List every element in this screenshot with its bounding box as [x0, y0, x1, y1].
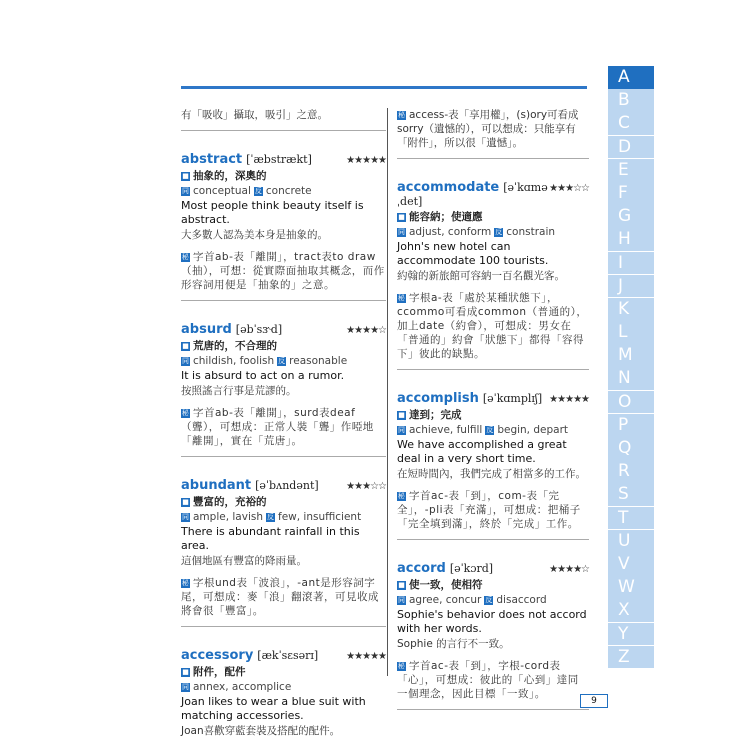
synonym-line	[181, 510, 386, 524]
synonym-icon: 同	[182, 356, 189, 365]
example-translation: 約翰的新旅館可容納一百名觀光客。	[397, 270, 565, 282]
definition: 豐富的，充裕的	[193, 496, 267, 508]
definition: 荒唐的，不合理的	[193, 340, 277, 352]
top-rule	[181, 86, 587, 89]
left-intro: 有「吸收」攝取，吸引」之意。	[181, 109, 328, 121]
memory-tip	[397, 659, 589, 701]
definition: 能容納；使適應	[409, 211, 483, 223]
right-column	[397, 108, 589, 710]
antonyms: few, insufficient	[278, 511, 362, 523]
definition-icon: ■	[398, 580, 405, 589]
memory-tip	[397, 291, 589, 361]
index-tab-p[interactable]: P	[608, 414, 654, 437]
right-intro	[397, 108, 589, 150]
index-tab-h[interactable]: H	[608, 228, 654, 251]
entry-header	[181, 479, 386, 494]
definition-line	[181, 169, 386, 183]
index-tab-d[interactable]: D	[608, 136, 654, 159]
frequency-stars: ★★★★★	[346, 155, 386, 166]
example-sentence: It is absurd to act on a rumor.	[181, 369, 345, 382]
definition: 達到；完成	[409, 409, 462, 421]
tip-text: 字根a-表「處於某種狀態下」，ccommo可看成common（普通的），加上date（約會），可想成：男女在「普通的」約會「狀態下」都得「容得下」彼此的缺點。	[397, 292, 588, 360]
frequency-stars: ★★★★★	[549, 394, 589, 405]
example-sentence: Sophie's behavior does not accord with her words.	[397, 608, 587, 635]
word-entry-accommodate	[397, 181, 589, 370]
pronunciation: [əˈkɑməˌdet]	[397, 181, 548, 208]
index-tab-i[interactable]: I	[608, 252, 654, 275]
synonyms: agree, concur	[409, 594, 482, 606]
definition-icon: ■	[182, 341, 189, 350]
index-tab-c[interactable]: C	[608, 112, 654, 135]
pronunciation: [əˈkɑmplɪʃ]	[482, 392, 543, 405]
index-tab-y[interactable]: Y	[608, 623, 654, 646]
tip-icon: 秘	[398, 110, 405, 119]
headword-group	[181, 479, 319, 493]
tip-icon: 秘	[397, 491, 406, 500]
synonym-icon: 同	[182, 682, 189, 691]
definition-line	[181, 339, 386, 353]
index-tab-o[interactable]: O	[608, 391, 654, 414]
tip-icon: 秘	[181, 252, 190, 261]
tip-icon: 秘	[181, 408, 190, 417]
pronunciation: [ˈæbstrækt]	[246, 153, 312, 166]
synonym-icon: 同	[182, 186, 189, 195]
frequency-stars: ★★★★☆	[549, 564, 589, 575]
definition-icon: ■	[182, 667, 189, 676]
definition-line	[397, 578, 589, 592]
antonym-icon: 反	[485, 595, 493, 604]
definition-icon: ■	[398, 212, 405, 221]
word-entry-accessory	[181, 649, 386, 738]
headword: accord	[397, 561, 446, 576]
index-tab-u[interactable]: U	[608, 530, 654, 553]
synonym-icon: 同	[398, 227, 405, 236]
entry-header	[397, 392, 589, 407]
antonym-icon: 反	[254, 186, 262, 195]
headword: absurd	[181, 322, 232, 337]
index-tab-t[interactable]: T	[608, 507, 654, 530]
headword-group	[397, 392, 542, 406]
entry-header	[181, 153, 386, 168]
definition: 抽象的，深奧的	[193, 170, 267, 182]
synonyms: ample, lavish	[193, 511, 263, 523]
headword-group	[397, 562, 493, 576]
frequency-stars: ★★★☆☆	[549, 183, 589, 194]
headword: accommodate	[397, 180, 500, 195]
memory-tip	[181, 406, 386, 448]
pronunciation: [ækˈsɛsərɪ]	[257, 649, 319, 662]
example-sentence: We have accomplished a great deal in a very short time.	[397, 438, 567, 465]
antonyms: disaccord	[496, 594, 547, 606]
memory-tip	[181, 250, 386, 292]
headword-group	[181, 153, 312, 167]
example-translation: Sophie 的言行不一致。	[397, 638, 510, 650]
tip-text: 字首ab-表「離開」，surd表deaf（聾），可想成：正常人裝「聾」作啞地「離開」，實在「荒唐」。	[181, 407, 374, 447]
index-tab-b[interactable]: B	[608, 89, 654, 112]
word-entry-accord	[397, 562, 589, 710]
headword: abstract	[181, 152, 243, 167]
synonym-line	[397, 225, 589, 239]
synonym-line	[397, 593, 589, 607]
index-tab-r[interactable]: R	[608, 460, 654, 483]
memory-tip	[181, 576, 386, 618]
synonym-line	[181, 354, 386, 368]
synonyms: childish, foolish	[193, 355, 275, 367]
index-tab-v[interactable]: V	[608, 553, 654, 576]
synonym-icon: 同	[398, 595, 405, 604]
separator	[397, 158, 589, 159]
word-entry-abstract	[181, 153, 386, 301]
pronunciation: [əˈbʌndənt]	[255, 479, 319, 492]
antonym-icon: 反	[278, 356, 286, 365]
word-entry-absurd	[181, 323, 386, 457]
tip-icon: 秘	[181, 578, 190, 587]
definition-line	[397, 408, 589, 422]
left-entries	[181, 153, 386, 738]
headword: accessory	[181, 648, 254, 663]
index-tab-s[interactable]: S	[608, 483, 654, 506]
synonyms: achieve, fulfill	[409, 424, 483, 436]
headword-group	[397, 181, 549, 209]
example-sentence: Most people think beauty itself is abstract.	[181, 199, 364, 226]
antonyms: concrete	[265, 185, 312, 197]
synonym-icon: 同	[398, 425, 405, 434]
index-tab-f[interactable]: F	[608, 182, 654, 205]
definition-icon: ■	[182, 171, 189, 180]
index-tab-n[interactable]: N	[608, 367, 654, 390]
headword-group	[181, 323, 282, 337]
column-divider	[387, 108, 388, 676]
frequency-stars: ★★★☆☆	[346, 481, 386, 492]
definition: 附件，配件	[193, 666, 246, 678]
synonym-icon: 同	[182, 512, 189, 521]
definition-line	[181, 665, 386, 679]
index-tab-l[interactable]: L	[608, 321, 654, 344]
index-tab-x[interactable]: X	[608, 599, 654, 622]
definition-line	[397, 210, 589, 224]
separator	[181, 456, 386, 457]
alphabet-index	[608, 66, 654, 669]
page-number: 9	[580, 694, 608, 708]
index-tab-a[interactable]: A	[608, 66, 654, 89]
separator	[181, 300, 386, 301]
definition-icon: ■	[182, 497, 189, 506]
index-tab-j[interactable]: J	[608, 275, 654, 298]
example-sentence: Joan likes to wear a blue suit with matching accessories.	[181, 695, 366, 722]
example-translation: 這個地區有豐富的降雨量。	[181, 555, 307, 567]
synonym-line	[181, 680, 386, 694]
index-tab-g[interactable]: G	[608, 205, 654, 228]
tip-text: 字根und表「波浪」，-ant是形容詞字尾，可想成：麥「浪」翻滾著，可見收成將會很「豐富」。	[181, 577, 379, 617]
word-entry-abundant	[181, 479, 386, 627]
synonyms: conceptual	[193, 185, 251, 197]
headword: accomplish	[397, 391, 479, 406]
separator	[397, 369, 589, 370]
separator	[181, 626, 386, 627]
entry-header	[181, 649, 386, 664]
index-tab-k[interactable]: K	[608, 298, 654, 321]
headword: abundant	[181, 478, 252, 493]
definition-icon: ■	[398, 410, 405, 419]
antonym-icon: 反	[486, 425, 494, 434]
antonyms: begin, depart	[497, 424, 569, 436]
definition: 使一致，使相符	[409, 579, 483, 591]
synonyms: adjust, conform	[409, 226, 492, 238]
tip-text: 字首ac-表「到」，com-表「完全」，-pli表「充滿」，可想成：把桶子「完全填到滿」，終於「完成」工作。	[397, 490, 581, 530]
tip-text: 字首ab-表「離開」，tract表to draw（抽），可想：從實際面抽取其概念，而作形容詞用便是「抽象的」之意。	[181, 251, 385, 291]
example-translation: 在短時間內，我們完成了相當多的工作。	[397, 468, 586, 480]
example-translation: 按照謠言行事是荒謬的。	[181, 385, 297, 397]
pronunciation: [əˈkɔrd]	[449, 562, 494, 575]
tip-icon: 秘	[397, 293, 406, 302]
example-sentence: There is abundant rainfall in this area.	[181, 525, 360, 552]
word-entry-accomplish	[397, 392, 589, 540]
example-sentence: John's new hotel can accommodate 100 tourists.	[397, 240, 549, 267]
index-tab-m[interactable]: M	[608, 344, 654, 367]
separator	[181, 130, 386, 131]
separator	[397, 709, 589, 710]
synonym-line	[397, 423, 589, 437]
antonyms: constrain	[506, 226, 556, 238]
frequency-stars: ★★★★☆	[346, 325, 386, 336]
frequency-stars: ★★★★★	[346, 651, 386, 662]
index-tab-z[interactable]: Z	[608, 646, 654, 669]
tip-text: 字首ac-表「到」，字根-cord表「心」，可想成：彼此的「心到」達同一個理念，因此目標「一致」。	[397, 660, 579, 700]
entry-header	[397, 181, 589, 209]
index-tab-q[interactable]: Q	[608, 437, 654, 460]
headword-group	[181, 649, 318, 663]
example-translation: Joan喜歡穿藍套裝及搭配的配件。	[181, 725, 341, 737]
right-intro-text: access-表「享用權」，(s)ory可看成sorry（遺憾的），可以想成：只能享有「附件」，所以很「遺憾」。	[397, 109, 579, 149]
memory-tip	[397, 489, 589, 531]
tip-icon: 秘	[397, 661, 406, 670]
entry-header	[397, 562, 589, 577]
definition-line	[181, 495, 386, 509]
example-translation: 大多數人認為美本身是抽象的。	[181, 229, 328, 241]
left-column	[181, 108, 386, 738]
antonym-icon: 反	[495, 227, 503, 236]
synonym-line	[181, 184, 386, 198]
entry-header	[181, 323, 386, 338]
separator	[397, 539, 589, 540]
antonyms: reasonable	[289, 355, 348, 367]
right-entries	[397, 181, 589, 710]
antonym-icon: 反	[267, 512, 274, 521]
index-tab-e[interactable]: E	[608, 159, 654, 182]
pronunciation: [əbˈsɝd]	[235, 323, 283, 336]
index-tab-w[interactable]: W	[608, 576, 654, 599]
synonyms: annex, accomplice	[193, 681, 292, 693]
